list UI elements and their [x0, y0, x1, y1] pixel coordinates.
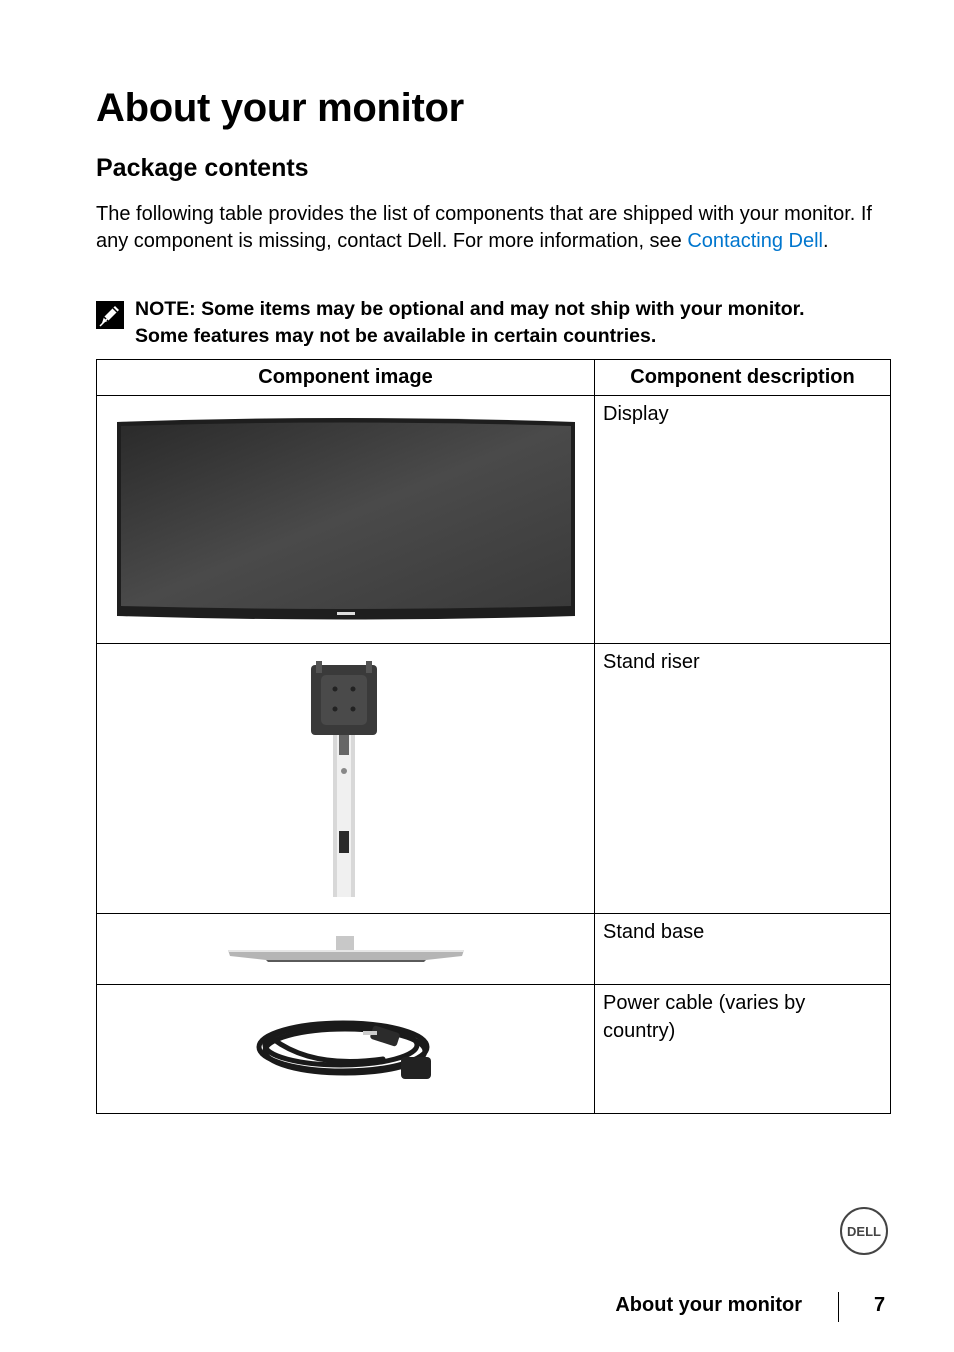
note-line-1: NOTE: Some items may be optional and may not ship with your monitor. [135, 298, 805, 320]
footer-divider [838, 1292, 839, 1322]
intro-end: . [822, 230, 829, 252]
note-text [135, 296, 805, 350]
table-row [97, 396, 891, 644]
table-header-row [97, 360, 891, 396]
note-box [96, 296, 896, 352]
monitor-display-image [97, 396, 595, 644]
note-line-2: Some features may not be available in certain countries. [135, 325, 657, 347]
header-component-image: Component image [97, 360, 595, 396]
table-row [97, 644, 891, 914]
description-power-cable: Power cable (varies by country) [595, 985, 891, 1114]
contacting-dell-link[interactable]: Contacting Dell [687, 230, 823, 252]
header-component-description: Component description [595, 360, 891, 396]
intro-paragraph [96, 201, 886, 255]
page-title: About your monitor [96, 86, 464, 130]
stand-riser-image [97, 644, 595, 914]
description-display: Display [595, 396, 891, 644]
stand-base-image [97, 914, 595, 985]
dell-logo-text: DELL [847, 1224, 881, 1239]
page-number: 7 [874, 1294, 886, 1316]
intro-text: The following table provides the list of components that are shipped with your monitor. If any component is missing, contact Dell. For more information, see [96, 203, 872, 252]
table-row [97, 914, 891, 985]
description-stand-riser: Stand riser [595, 644, 891, 914]
section-title: Package contents [96, 154, 309, 182]
table-row [97, 985, 891, 1114]
dell-logo [839, 1206, 889, 1256]
components-table [96, 359, 891, 1114]
description-stand-base: Stand base [595, 914, 891, 985]
pencil-note-icon [96, 301, 124, 329]
footer-title: About your monitor [615, 1294, 802, 1316]
power-cable-image [97, 985, 595, 1114]
